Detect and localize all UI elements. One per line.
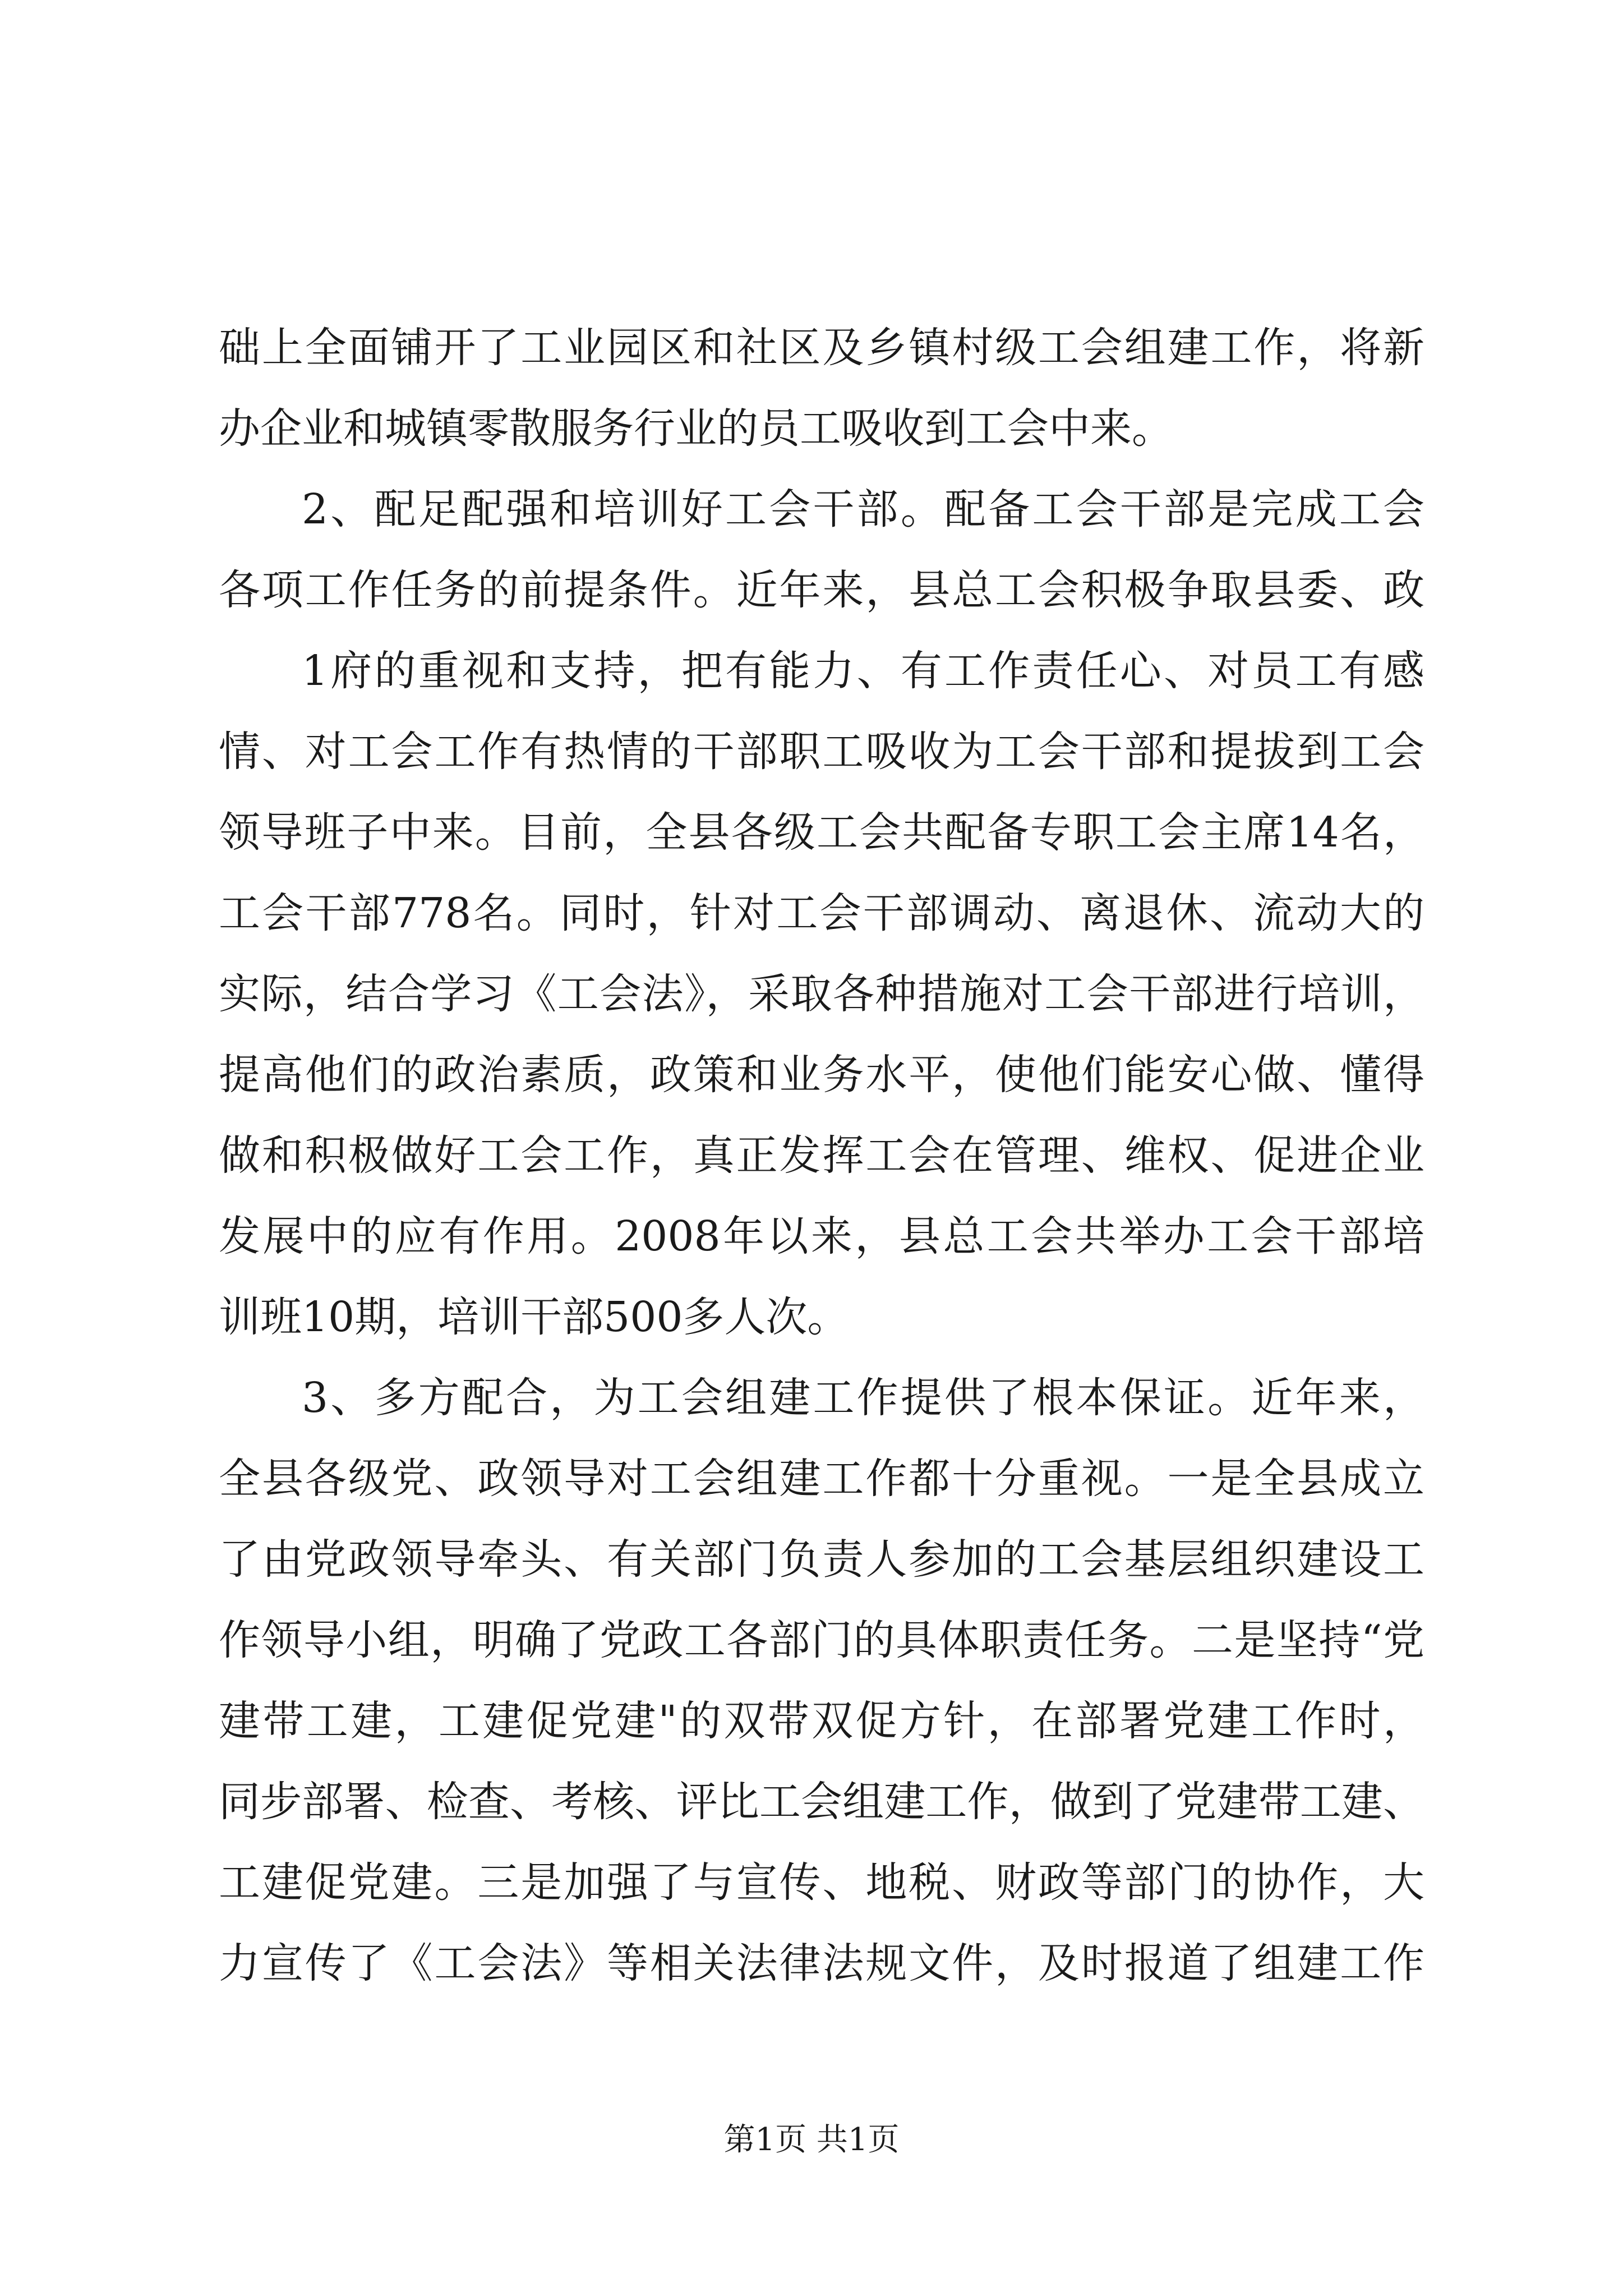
- text-line: 建带工建，工建促党建"的双带双促方针，在部署党建工作时，: [219, 1697, 1424, 1745]
- text-line: 2、配足配强和培训好工会干部。配备工会干部是完成工会: [302, 485, 1424, 533]
- text-line: 实际，结合学习《工会法》，采取各种措施对工会干部进行培训，: [219, 970, 1424, 1018]
- text-line: 领导班子中来。目前，全县各级工会共配备专职工会主席14名，: [219, 808, 1424, 857]
- text-line: 提高他们的政治素质，政策和业务水平，使他们能安心做、懂得: [219, 1051, 1424, 1099]
- text-line: 做和积极做好工会工作，真正发挥工会在管理、维权、促进企业: [219, 1131, 1424, 1180]
- text-line: 了由党政领导牵头、有关部门负责人参加的工会基层组织建设工: [219, 1535, 1424, 1584]
- text-line: 力宣传了《工会法》等相关法律法规文件，及时报道了组建工作: [219, 1939, 1424, 1987]
- body-text: [219, 307, 1424, 2004]
- text-line: 发展中的应有作用。2008年以来，县总工会共举办工会干部培: [219, 1212, 1424, 1260]
- text-line: 作领导小组，明确了党政工各部门的具体职责任务。二是坚持“党: [219, 1616, 1424, 1664]
- text-line: 础上全面铺开了工业园区和社区及乡镇村级工会组建工作，将新: [219, 324, 1424, 372]
- text-line: 工会干部778名。同时，针对工会干部调动、离退休、流动大的: [219, 889, 1424, 937]
- text-line: 同步部署、检查、考核、评比工会组建工作，做到了党建带工建、: [219, 1778, 1424, 1826]
- text-line: 训班10期，培训干部500多人次。: [219, 1293, 849, 1341]
- text-line: 工建促党建。三是加强了与宣传、地税、财政等部门的协作，大: [219, 1858, 1424, 1907]
- page-footer: 第1页 共1页: [723, 2122, 900, 2158]
- text-line: 1府的重视和支持，把有能力、有工作责任心、对员工有感: [302, 647, 1424, 695]
- text-line: 情、对工会工作有热情的干部职工吸收为工会干部和提拔到工会: [219, 728, 1424, 776]
- text-line: 办企业和城镇零散服务行业的员工吸收到工会中来。: [219, 404, 1173, 453]
- text-line: 各项工作任务的前提条件。近年来，县总工会积极争取县委、政: [219, 566, 1424, 614]
- text-line: 全县各级党、政领导对工会组建工作都十分重视。一是全县成立: [219, 1455, 1424, 1503]
- text-line: 3、多方配合，为工会组建工作提供了根本保证。近年来，: [302, 1374, 1424, 1422]
